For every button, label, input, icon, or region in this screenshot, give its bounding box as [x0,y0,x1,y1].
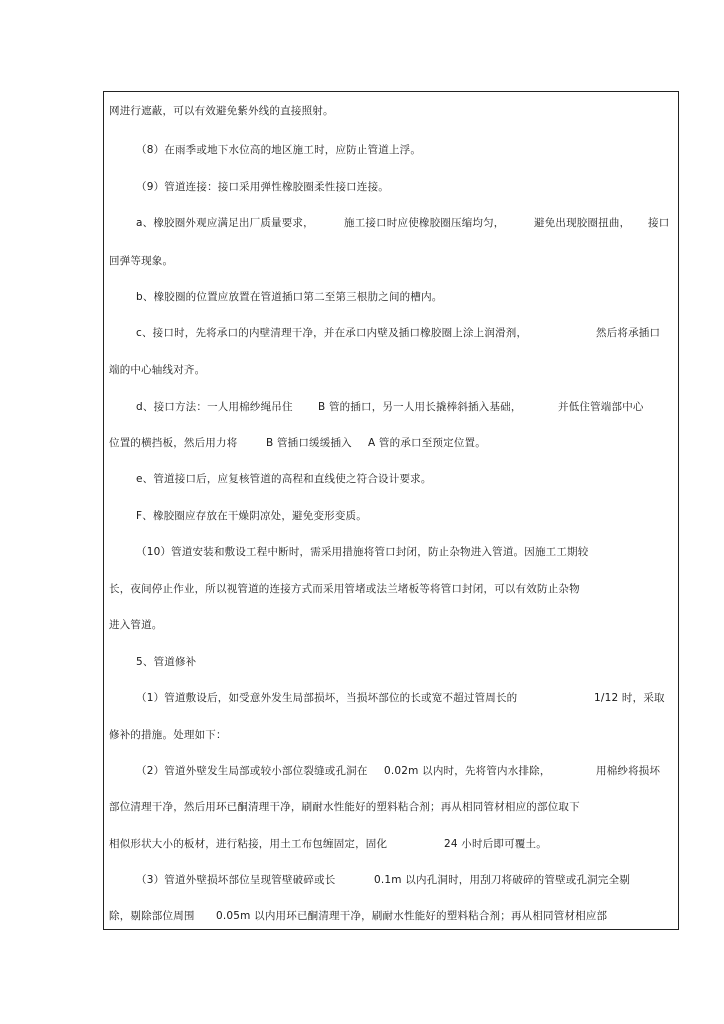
text-line [558,400,644,414]
text-line [109,837,387,851]
text-line [136,143,421,157]
text-segment: B 管的插口，另一人用长撬棒斜插入基础， [318,401,522,413]
text-segment: 网进行遮蔽，可以有效避免紫外线的直接照射。 [109,105,334,117]
text-line [136,400,293,414]
text-line [109,800,580,814]
text-segment: d、接口方法：一人用棉纱绳吊住 [136,401,293,413]
text-line [384,764,551,778]
text-segment: 然后将承插口 [596,327,661,339]
text-segment: 5、管道修补 [136,656,197,668]
text-segment: 施工接口时应使橡胶圈压缩均匀， [344,217,505,229]
text-line [594,691,665,705]
text-line [136,216,314,230]
text-segment: （10）管道安装和敷设工程中断时，需采用措施将管口封闭，防止杂物进入管道。因施工工期较 [136,546,589,558]
text-line [534,216,630,230]
text-segment: 除，剔除部位周围 [109,910,195,922]
text-line [136,326,527,340]
text-line [136,180,389,194]
text-segment: （8）在雨季或地下水位高的地区施工时，应防止管道上浮。 [136,144,422,156]
text-segment: （1）管道敷设后，如受意外发生局部损坏，当损坏部位的长或宽不超过管周长的 [136,692,518,704]
text-line [648,216,669,230]
text-line [374,873,630,887]
text-line [136,545,588,559]
text-segment: 用棉纱将损坏 [596,765,661,777]
text-segment: 避免出现胶圈扭曲， [534,217,631,229]
text-segment: b、橡胶圈的位置应放置在管道插口第二至第三根肋之间的槽内。 [136,291,443,303]
text-segment: 回弹等现象。 [109,255,174,267]
text-line [109,436,237,450]
text-segment: A 管的承口至预定位置。 [368,437,486,449]
text-segment: 修补的措施。处理如下： [109,729,227,741]
text-line [444,837,547,851]
text-line [216,909,607,923]
text-segment: 并低住管端部中心 [558,401,644,413]
text-segment: a、橡胶圈外观应满足出厂质量要求， [136,217,314,229]
text-line [368,436,486,450]
text-line [109,104,334,118]
text-segment: c、接口时，先将承口的内壁清理干净，并在承口内壁及插口橡胶圈上涂上润滑剂， [136,327,528,339]
text-line [109,254,173,268]
text-segment: （3）管道外壁损坏部位呈现管壁破碎或长 [136,874,336,886]
text-line [109,582,580,596]
text-segment: F、橡胶圈应存放在干燥阴凉处，避免变形变质。 [136,510,367,522]
text-line [136,873,335,887]
text-line [109,728,227,742]
text-line [109,363,205,377]
text-line [136,509,367,523]
text-segment: （2）管道外壁发生局部或较小部位裂缝或孔洞在 [136,765,368,777]
text-segment: 0.05m 以内用环已酮清理干净，刷耐水性能好的塑料粘合剂；再从相同管材相应部 [216,910,608,922]
text-segment: 位置的横挡板，然后用力将 [109,437,238,449]
text-segment: （9）管道连接：接口采用弹性橡胶圈柔性接口连接。 [136,181,389,193]
text-line [596,326,660,340]
text-segment: 部位清理干净，然后用环已酮清理干净，刷耐水性能好的塑料粘合剂；再从相同管材相应的部位取下 [109,801,580,813]
text-line [136,764,368,778]
text-segment: 0.1m 以内孔洞时，用刮刀将破碎的管壁或孔洞完全剔 [374,874,630,886]
text-line [344,216,505,230]
text-line [318,400,522,414]
section-heading [136,655,196,669]
text-segment: 接口 [648,217,670,229]
text-line [136,290,442,304]
text-segment: B 管插口缓缓插入 [266,437,352,449]
text-segment: 1/12 时，采取 [594,692,665,704]
text-segment: e、管道接口后，应复核管道的高程和直线使之符合设计要求。 [136,473,432,485]
text-line [109,618,163,632]
text-line [596,764,660,778]
text-segment: 端的中心轴线对齐。 [109,364,206,376]
text-segment: 24 小时后即可覆土。 [444,838,547,850]
text-line [136,691,517,705]
text-segment: 进入管道。 [109,619,163,631]
text-segment: 长，夜间停止作业，所以视管道的连接方式而采用管堵或法兰堵板等将管口封闭，可以有效防止杂物 [109,583,580,595]
text-line [109,909,195,923]
text-line [266,436,352,450]
text-segment: 0.02m 以内时，先将管内水排除， [384,765,551,777]
text-segment: 相似形状大小的板材，进行粘接，用土工布包缠固定，固化 [109,838,388,850]
text-line [136,472,432,486]
